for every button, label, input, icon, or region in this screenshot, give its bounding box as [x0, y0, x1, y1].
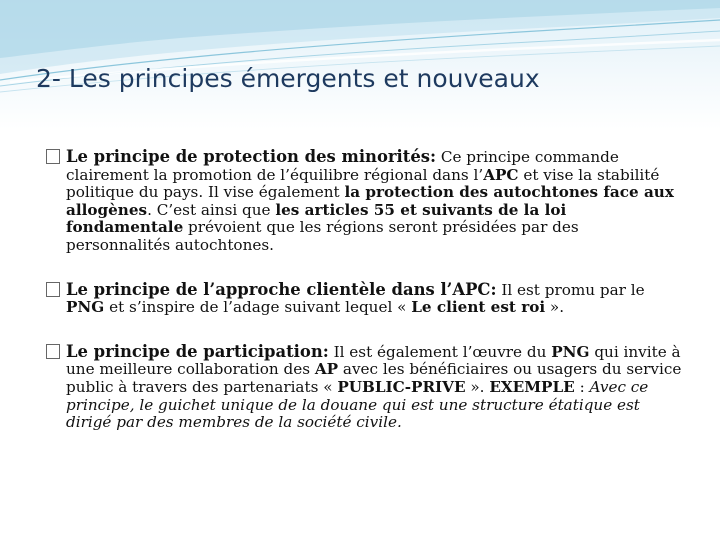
checkbox-icon	[46, 282, 60, 297]
bullet-text: Ce principe commande clairement la promotion de l’équilibre régional dans l’	[66, 148, 619, 184]
bullet-emphasis: EXEMPLE	[489, 377, 575, 396]
bullet-text: Il est également l’œuvre du	[328, 342, 552, 361]
bullet-emphasis: PNG	[551, 342, 590, 361]
bullet-emphasis: PNG	[66, 298, 105, 317]
bullet-emphasis: APC	[483, 165, 519, 184]
bullet-text: et vise la stabilité politique du pays. Il vise également	[66, 165, 660, 202]
bullet-example-italic: Avec ce principe, le guichet unique de la douane qui est une structure étatique est dirigé par des membres de la société civile.	[66, 377, 649, 432]
bullet-text: et s’inspire de l’adage suivant lequel «	[104, 298, 412, 317]
bullet-participation	[46, 343, 686, 432]
bullet-text: qui invite à une meilleure collaboration des	[66, 342, 681, 379]
bullet-text: ».	[545, 298, 565, 317]
bullet-text: Il est promu par le	[496, 280, 645, 299]
bullet-emphasis: les articles 55 et suivants de la loi fondamentale	[66, 200, 567, 237]
bullet-text: avec les bénéficiaires ou usagers du service public à travers des partenariats «	[66, 360, 682, 396]
slide-title: 2- Les principes émergents et nouveaux	[36, 64, 540, 93]
bullet-emphasis: la protection des autochtones face aux allogènes	[66, 183, 674, 219]
header-swoosh-decoration	[0, 0, 720, 110]
bullet-emphasis: Le client est roi	[411, 298, 546, 317]
bullet-list	[46, 148, 686, 432]
bullet-text: prévoient que les régions seront présidées par des personnalités autochtones.	[66, 218, 579, 254]
bullet-emphasis: AP	[314, 360, 339, 379]
bullet-text: :	[574, 377, 590, 396]
bullet-heading: Le principe de l’approche clientèle dans l’APC:	[66, 279, 497, 299]
bullet-minorities	[46, 148, 686, 255]
bullet-client-approach	[46, 281, 686, 317]
checkbox-icon	[46, 344, 60, 359]
bullet-text: . C’est ainsi que	[147, 200, 276, 219]
bullet-heading: Le principe de protection des minorités:	[66, 147, 437, 166]
bullet-text: ».	[465, 377, 490, 396]
checkbox-icon	[46, 149, 60, 164]
bullet-heading: Le principe de participation:	[66, 341, 329, 361]
bullet-emphasis: PUBLIC-PRIVE	[337, 377, 466, 396]
